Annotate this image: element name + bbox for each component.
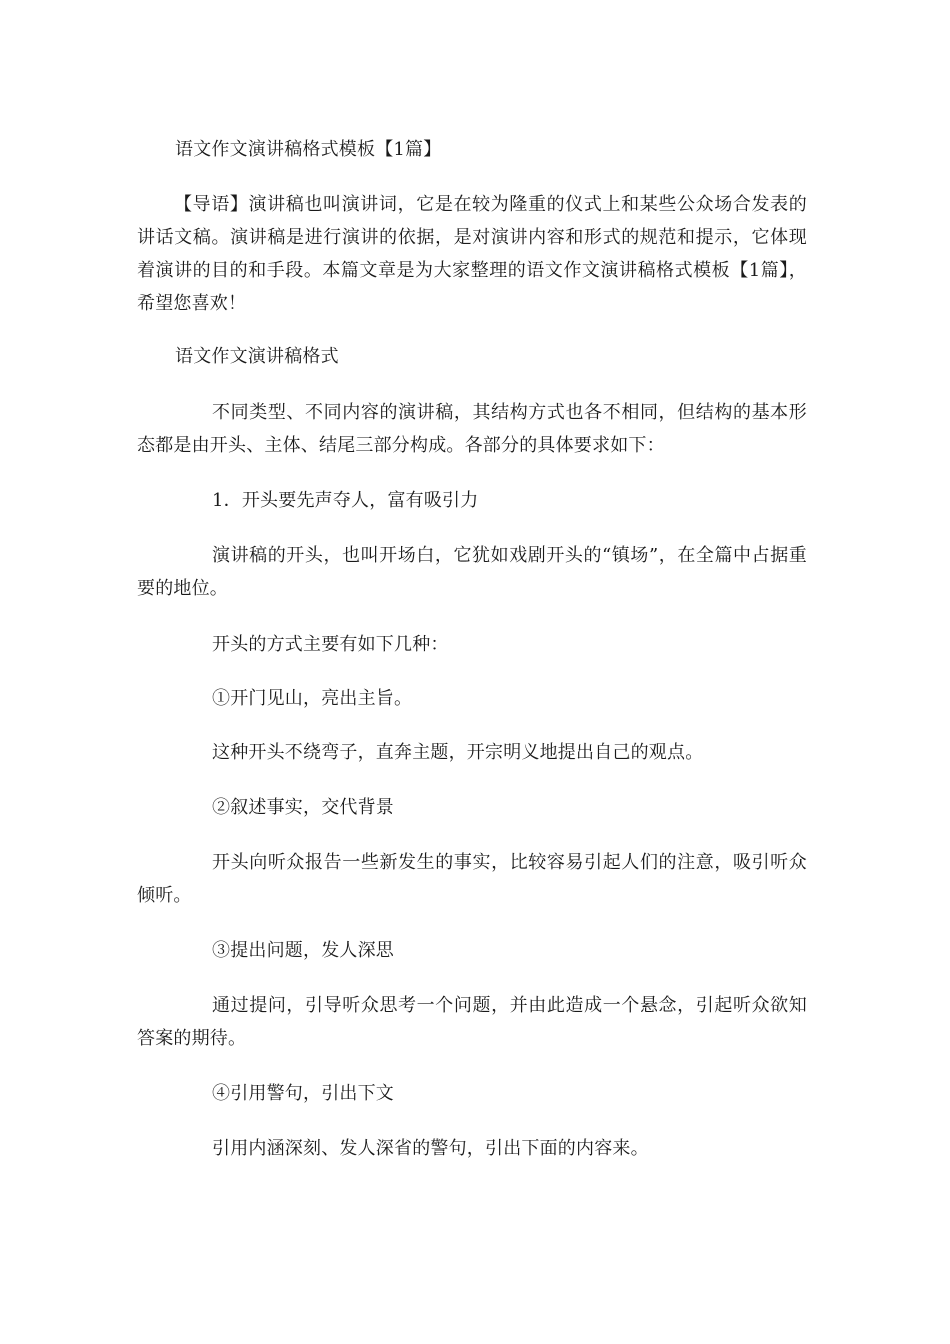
body-line: 引用内涵深刻、发人深省的警句，引出下面的内容来。 [212,1138,649,1159]
list-heading: 1．开头要先声夺人，富有吸引力 [212,490,479,511]
body-line: 这种开头不绕弯子，直奔主题，开宗明义地提出自己的观点。 [212,742,704,763]
list-item-heading: ④引用警句，引出下文 [212,1083,394,1104]
body-line: 开头的方式主要有如下几种： [212,634,449,655]
intro-paragraph: 【导语】演讲稿也叫演讲词，它是在较为隆重的仪式上和某些公众场合发表的讲话文稿。演讲稿是进行演讲的依据，是对演讲内容和形式的规范和提示，它体现着演讲的目的和手段。本篇文章是为大家整理的语文作文演讲稿格式模板【1篇】，希望您喜欢！ [137,194,807,314]
body-paragraph: 不同类型、不同内容的演讲稿，其结构方式也各不相同，但结构的基本形态都是由开头、主体、结尾三部分构成。各部分的具体要求如下： [137,402,807,456]
body-paragraph: 演讲稿的开头，也叫开场白，它犹如戏剧开头的“镇场”，在全篇中占据重要的地位。 [137,545,807,599]
document-title: 语文作文演讲稿格式模板【1篇】 [175,139,442,160]
body-paragraph: 开头向听众报告一些新发生的事实，比较容易引起人们的注意，吸引听众倾听。 [137,852,807,906]
section-heading: 语文作文演讲稿格式 [175,346,339,367]
body-paragraph: 通过提问，引导听众思考一个问题，并由此造成一个悬念，引起听众欲知答案的期待。 [137,995,807,1049]
list-item-heading: ①开门见山，亮出主旨。 [212,688,413,709]
list-item-heading: ③提出问题，发人深思 [212,940,394,961]
list-item-heading: ②叙述事实，交代背景 [212,797,394,818]
